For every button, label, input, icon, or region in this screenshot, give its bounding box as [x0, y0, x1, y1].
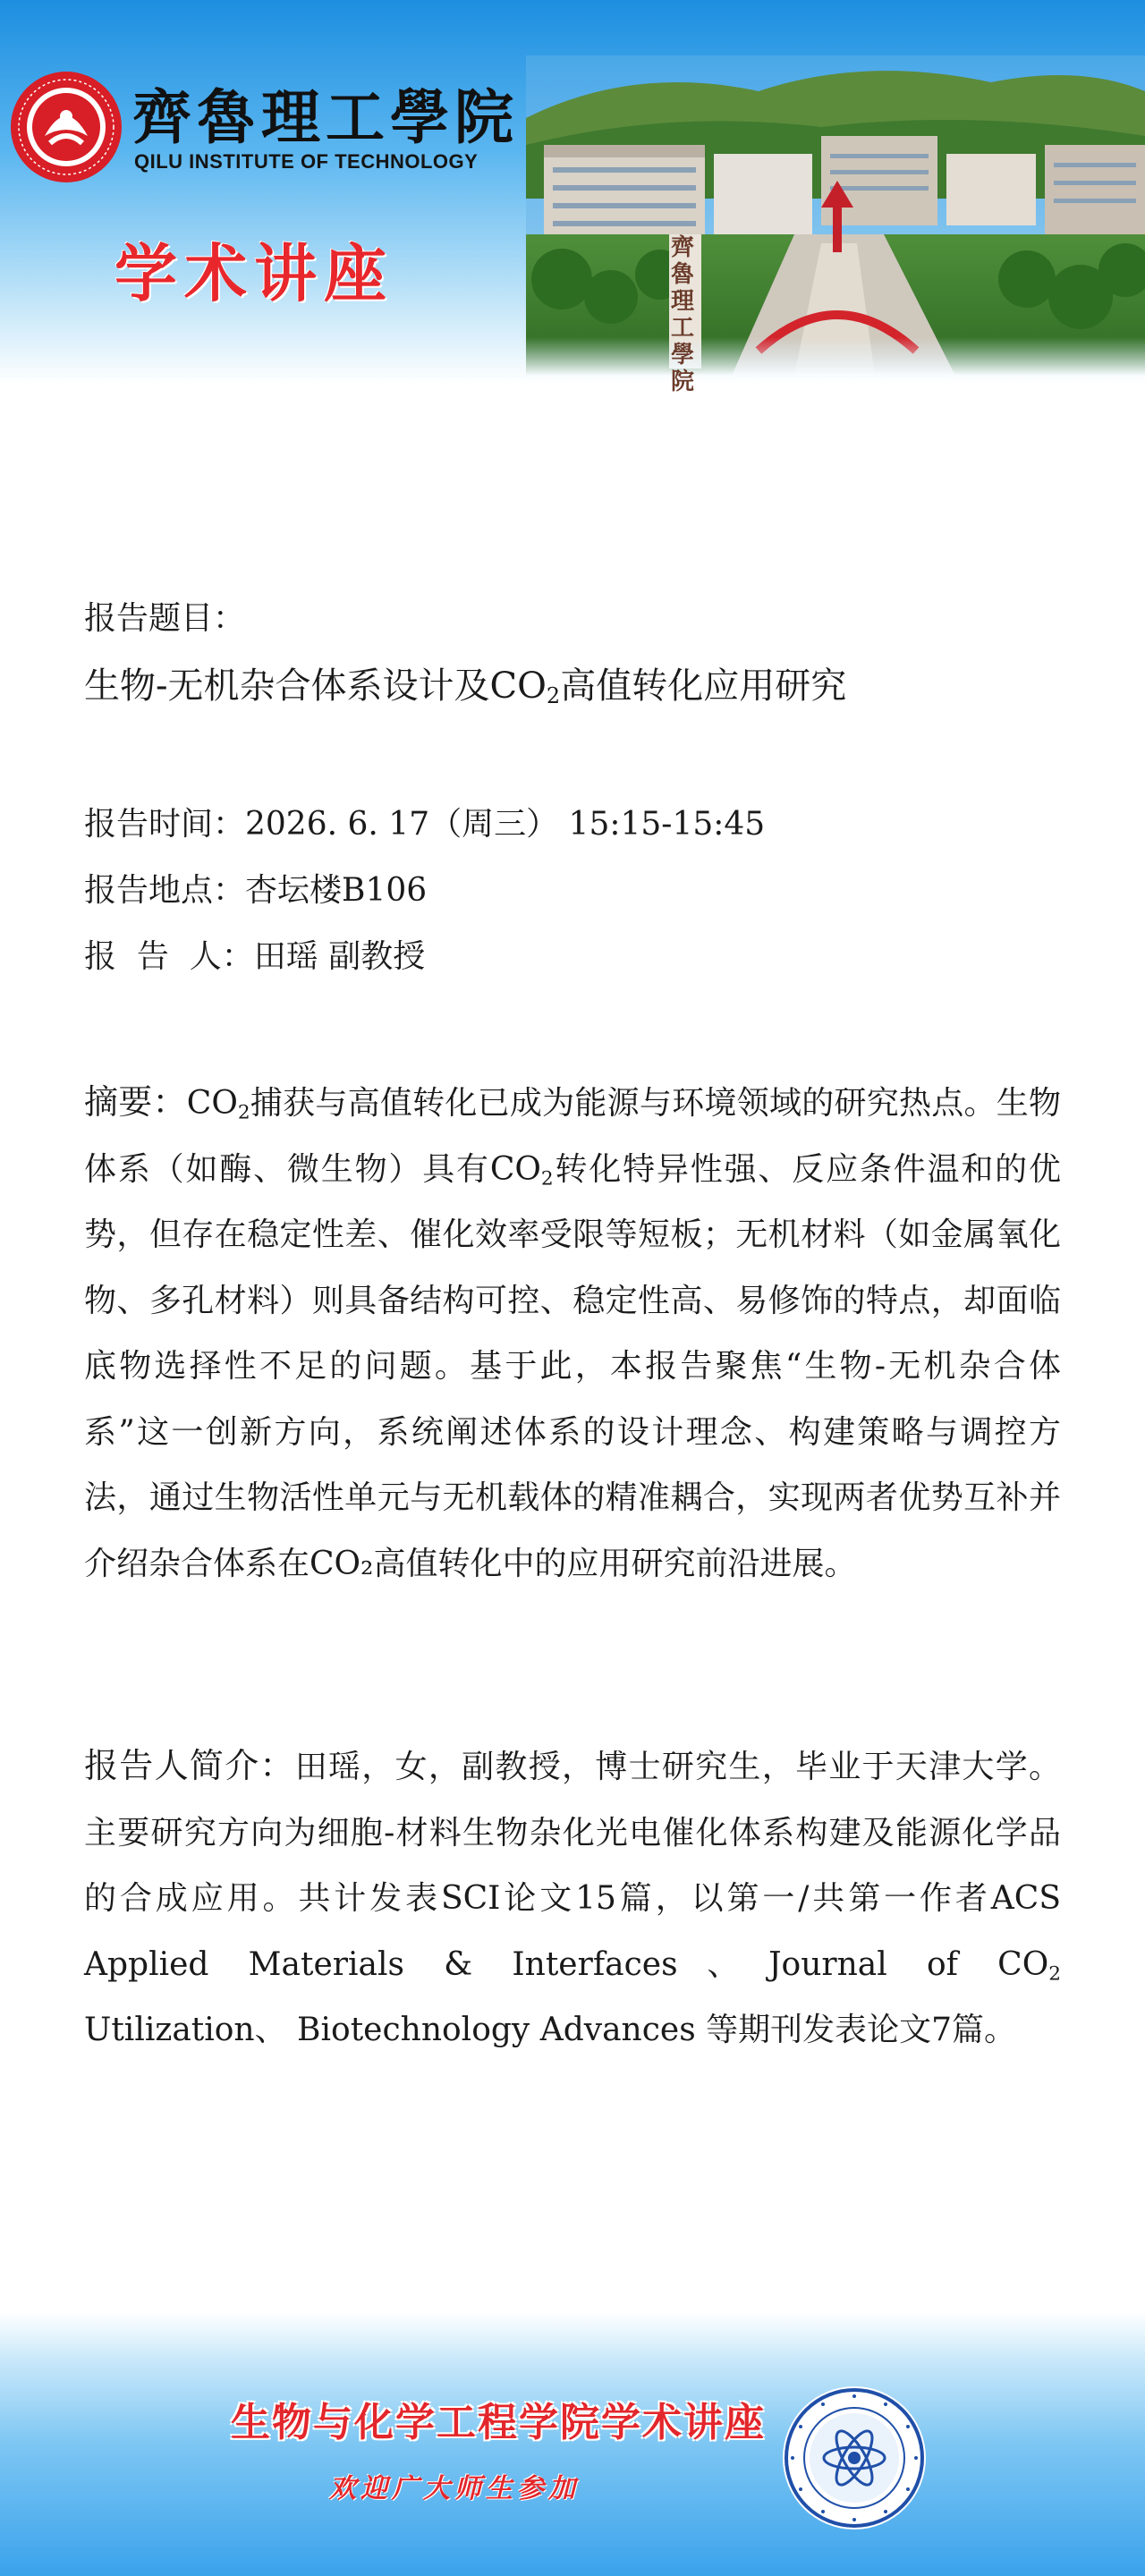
bio-text-b: Utilization、 Biotechnology Advances 等期刊发表论文7篇。: [84, 2012, 1017, 2048]
school-name-cn: 齊魯理工學院: [132, 82, 519, 152]
abstract-paragraph: [84, 1070, 1061, 1597]
abstract-text-c: 转化特异性强、反应条件温和的优势，但存在稳定性差、催化效率受限等短板；无机材料（如金属氧化物、多孔材料）则具备结构可控、稳定性高、易修饰的特点，却面临底物选择性不足的问题。基于此，本报告聚焦“生物-无机杂合体系”这一创新方向，系统阐述体系的设计理念、构建策略与调控方法，通过生物活性单元与无机载体的精准耦合，实现两者优势互补并介绍杂合体系在CO₂高值转化中的应用研究前沿进展。: [84, 1150, 1061, 1582]
bio-label: 报告人简介：: [84, 1746, 295, 1785]
bio-subscript: 2: [1048, 1962, 1061, 1985]
footer-banner: [0, 2312, 1145, 2576]
topic-label: 报告题目：: [84, 600, 246, 637]
lecture-speaker: 报 告 人：田瑶 副教授: [84, 938, 426, 975]
abstract-label: 摘要：: [84, 1082, 187, 1122]
topic-text-a: 生物-无机杂合体系设计及CO: [84, 665, 547, 707]
abstract-subscript-1: 2: [237, 1101, 250, 1124]
lecture-place: 报告地点：杏坛楼B106: [84, 872, 428, 909]
bio-text-a: 田瑶，女，副教授，博士研究生，毕业于天津大学。主要研究方向为细胞-材料生物杂化光电催化体系构建及能源化学品的合成应用。共计发表SCI论文15篇，以第一/共第一作者ACS Applied Materials & Interfaces、Journal of CO: [84, 1749, 1061, 1983]
campus-photo: [526, 55, 1145, 376]
school-logo-icon: [9, 70, 123, 184]
abstract-text-b: 捕获与高值转化已成为能源与环境领域的研究热点。生物体系（如酶、微生物）具有CO: [84, 1085, 1061, 1188]
abstract-text-a: CO: [186, 1085, 238, 1122]
abstract-subscript-2: 2: [540, 1166, 554, 1190]
speaker-bio-paragraph: [84, 1733, 1061, 2063]
topic-text-b: 高值转化应用研究: [560, 665, 847, 707]
lecture-time: 报告时间：2026. 6. 17（周三） 15:15-15:45: [84, 806, 766, 843]
topic-subscript: 2: [546, 683, 561, 708]
lecture-topic: [84, 664, 1061, 708]
footer-title: 生物与化学工程学院学术讲座: [231, 2400, 766, 2445]
page-title: 学术讲座: [114, 237, 394, 310]
campus-sign-text: 齊魯理工學院: [671, 234, 695, 395]
footer-subtitle: 欢迎广大师生参加: [329, 2473, 580, 2504]
college-seal-icon: [780, 2384, 929, 2532]
header-banner: [0, 0, 1145, 395]
school-name-en: QILU INSTITUTE OF TECHNOLOGY: [134, 150, 479, 173]
